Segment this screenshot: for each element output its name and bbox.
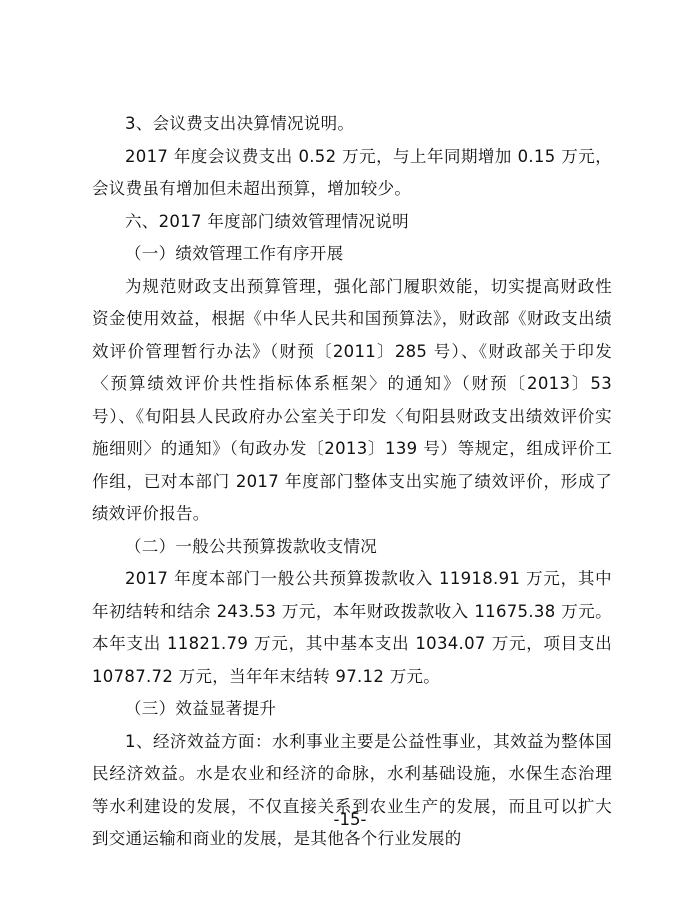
economic-benefit-paragraph: 1、经济效益方面：水利事业主要是公益性事业，其效益为整体国民经济效益。水是农业和经济的命脉，水利基础设施，水保生态治理等水利建设的发展，不仅直接关系到农业生产的发展，而且可以扩大到交通运输和商业的发展，是其他各个行业发展的	[92, 731, 612, 848]
budget-allocation-paragraph: 2017 年度本部门一般公共预算拨款收入 11918.91 万元，其中年初结转和结余 243.53 万元，本年财政拨款收入 11675.38 万元。本年支出 11821.79 万元，其中基本支出 1034.07 万元，项目支出 10787.72 万元，当年年末结转 97.12 万元。	[92, 569, 612, 686]
performance-management-section-heading: 六、2017 年度部门绩效管理情况说明	[125, 211, 409, 231]
meeting-expense-heading: 3、会议费支出决算情况说明。	[125, 114, 355, 133]
budget-allocation-subheading: （二）一般公共预算拨款收支情况	[125, 536, 377, 556]
performance-evaluation-paragraph: 为规范财政支出预算管理，强化部门履职效能，切实提高财政性资金使用效益，根据《中华人民共和国预算法》，财政部《财政支出绩效评价管理暂行办法》（财预〔2011〕285 号）、《财政部关于印发〈预算绩效评价共性指标体系框架〉的通知》（财预〔2013〕53 号）、《旬阳县人民政府办公室关于印发〈旬阳县财政支出绩效评价实施细则〉的通知》（旬政办发〔2013〕139 号）等规定，组成评价工作组，已对本部门 2017 年度部门整体支出实施了绩效评价，形成了绩效评价报告。	[92, 276, 612, 523]
performance-management-subheading: （一）绩效管理工作有序开展	[125, 244, 344, 263]
document-body	[92, 108, 612, 856]
page-number: -15-	[333, 810, 367, 829]
benefit-improvement-subheading: （三）效益显著提升	[125, 699, 277, 718]
meeting-expense-paragraph: 2017 年度会议费支出 0.52 万元，与上年同期增加 0.15 万元，会议费虽有增加但未超出预算，增加较少。	[92, 146, 612, 198]
